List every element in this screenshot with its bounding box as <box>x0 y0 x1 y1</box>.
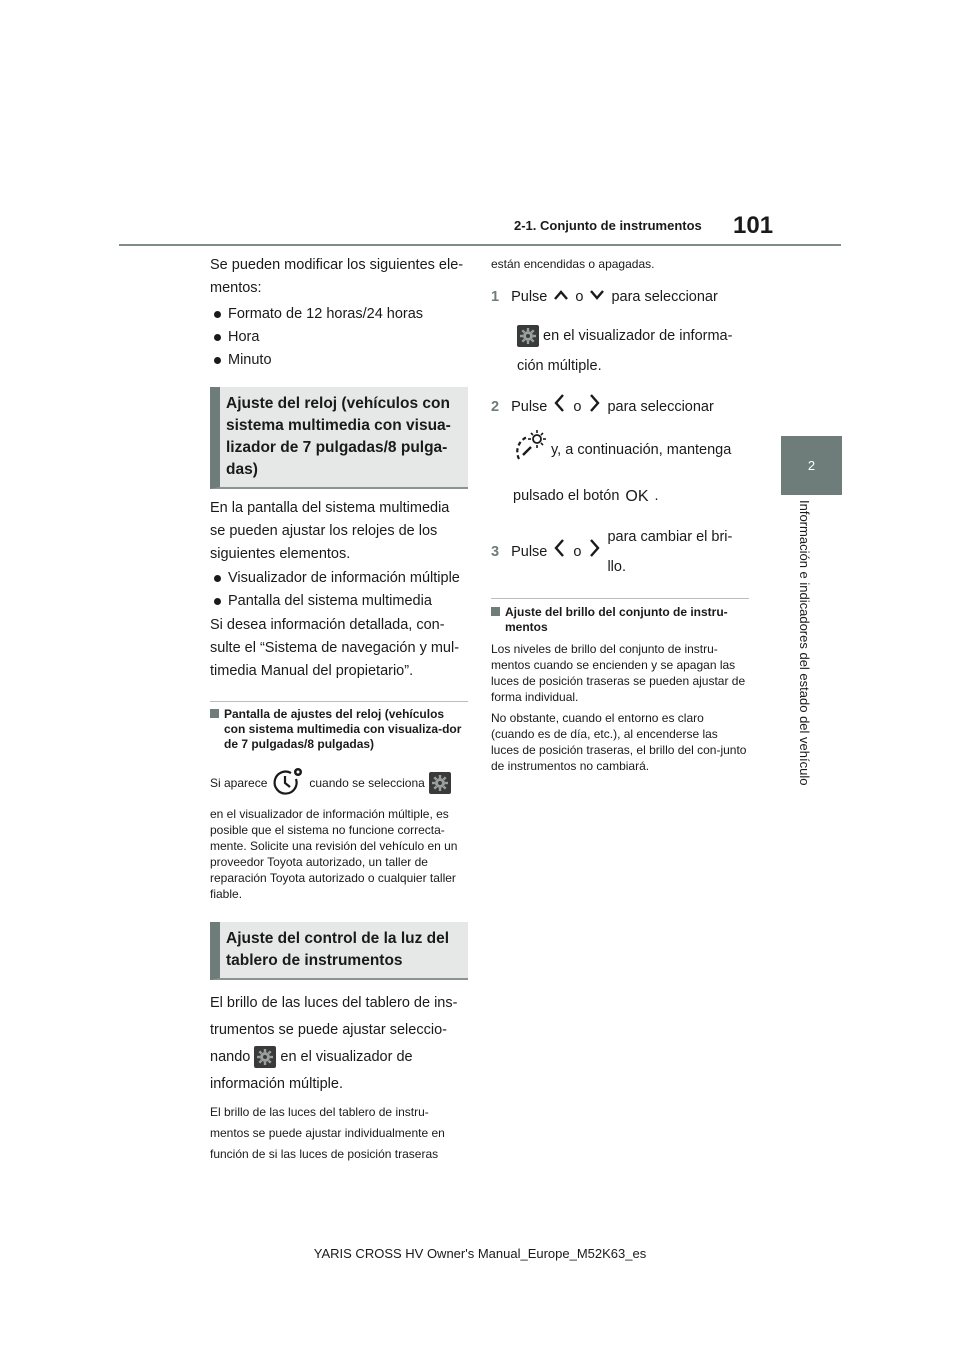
step-text: Pulse <box>511 398 548 415</box>
note-line <box>210 766 468 800</box>
continued-text: están encendidas o apagadas. <box>491 257 655 271</box>
clock-settings-icon <box>271 766 305 800</box>
ok-button-label: OK <box>625 488 649 505</box>
brightness-note: Los niveles de brillo del conjunto de instru-mentos cuando se encienden y se apagan las luces de posición traseras se pueden ajustar de forma individual. <box>491 642 746 704</box>
step-text: para cambiar el bri-llo. <box>607 529 733 575</box>
light-note: El brillo de las luces del tablero de instru-mentos se puede ajustar individualmente en función de si las luces de posición traseras <box>210 1105 445 1161</box>
clock-paragraph: En la pantalla del sistema multimedia se pueden ajustar los relojes de los siguientes elementos. <box>210 500 450 562</box>
left-column <box>210 254 468 1165</box>
light-text: El brillo de las luces del tablero de ins-trumentos se puede ajustar seleccio-nando <box>210 995 458 1065</box>
intro-text: Se pueden modificar los siguientes ele-mentos: <box>210 257 464 296</box>
chevron-right-icon <box>587 538 601 566</box>
step-text: o <box>573 543 582 560</box>
chapter-label: Información e indicadores del estado del vehículo <box>797 500 812 786</box>
light-paragraph <box>210 990 468 1098</box>
note-text: Si aparece <box>210 776 268 790</box>
chevron-left-icon <box>553 393 567 421</box>
step-number: 1 <box>491 289 500 305</box>
list-item: Hora <box>210 326 468 349</box>
detail-paragraph: Si desea información detallada, con-sulte el “Sistema de navegación y mul-timedia Manual del propietario”. <box>210 617 460 679</box>
step-text: para seleccionar <box>607 398 714 415</box>
chevron-down-icon <box>589 286 605 309</box>
step-1-cont <box>491 321 749 381</box>
brightness-note: No obstante, cuando el entorno es claro (cuando es de día, etc.), al encenderse las luces de posición traseras, el brillo del con-junto de instrumentos no cambiará. <box>491 711 747 773</box>
step-text: o <box>573 398 582 415</box>
step-text: pulsado el botón <box>513 488 620 504</box>
step-2-cont <box>491 429 749 471</box>
list-item: Formato de 12 horas/24 horas <box>210 303 468 326</box>
chevron-up-icon <box>553 286 569 309</box>
step-text: Pulse <box>511 543 548 560</box>
step-text: para seleccionar <box>611 289 718 305</box>
section-heading-light: Ajuste del control de la luz del tablero de instrumentos <box>210 922 468 980</box>
step-text: Pulse <box>511 289 548 305</box>
brightness-gauge-icon <box>513 429 547 471</box>
chapter-number: 2 <box>807 458 816 473</box>
step-2 <box>491 393 749 421</box>
page-number: 101 <box>733 212 774 239</box>
step-text: . <box>654 488 659 504</box>
section-heading-clock: Ajuste del reloj (vehículos con sistema multimedia con visua-lizador de 7 pulgadas/8 pulga-das) <box>210 387 468 489</box>
section-title: 2-1. Conjunto de instrumentos <box>514 218 702 233</box>
step-text: o <box>575 289 584 305</box>
header-divider <box>119 244 841 246</box>
right-column <box>491 254 749 774</box>
subhead-divider <box>491 598 749 599</box>
list-item: Visualizador de información múltiple <box>210 567 468 590</box>
step-text: y, a continuación, mantenga <box>551 441 732 458</box>
footer-manual-id: YARIS CROSS HV Owner's Manual_Europe_M52K63_es <box>313 1246 647 1261</box>
list-item: Pantalla del sistema multimedia <box>210 590 468 613</box>
list-item: Minuto <box>210 349 468 372</box>
step-text: en el visualizador de informa-ción múltiple. <box>517 328 733 374</box>
step-1 <box>491 286 749 309</box>
chapter-tab[interactable] <box>781 436 842 495</box>
subhead-brightness: Ajuste del brillo del conjunto de instru-mentos <box>491 605 749 635</box>
subhead-divider <box>210 701 468 702</box>
light-text: en el visualizador de información múltiple. <box>210 1049 413 1092</box>
note-text: cuando se selecciona <box>309 776 425 790</box>
chevron-right-icon <box>587 393 601 421</box>
step-2-ok <box>491 485 749 508</box>
step-number: 3 <box>491 543 500 560</box>
note-paragraph: en el visualizador de información múltiple, es posible que el sistema no funcione correcta-mente. Solicite una revisión del vehículo en un proveedor Toyota autorizado, un taller de reparación Toyota autorizado o cualquier taller fiable. <box>210 807 458 901</box>
step-number: 2 <box>491 398 500 415</box>
chevron-left-icon <box>553 538 567 566</box>
step-3 <box>491 522 749 582</box>
gear-icon <box>517 325 539 347</box>
gear-icon <box>254 1046 276 1068</box>
subhead-clock-settings: Pantalla de ajustes del reloj (vehículos con sistema multimedia con visualiza-dor de 7 pulgadas/8 pulgadas) <box>210 707 468 752</box>
gear-icon <box>429 772 451 794</box>
